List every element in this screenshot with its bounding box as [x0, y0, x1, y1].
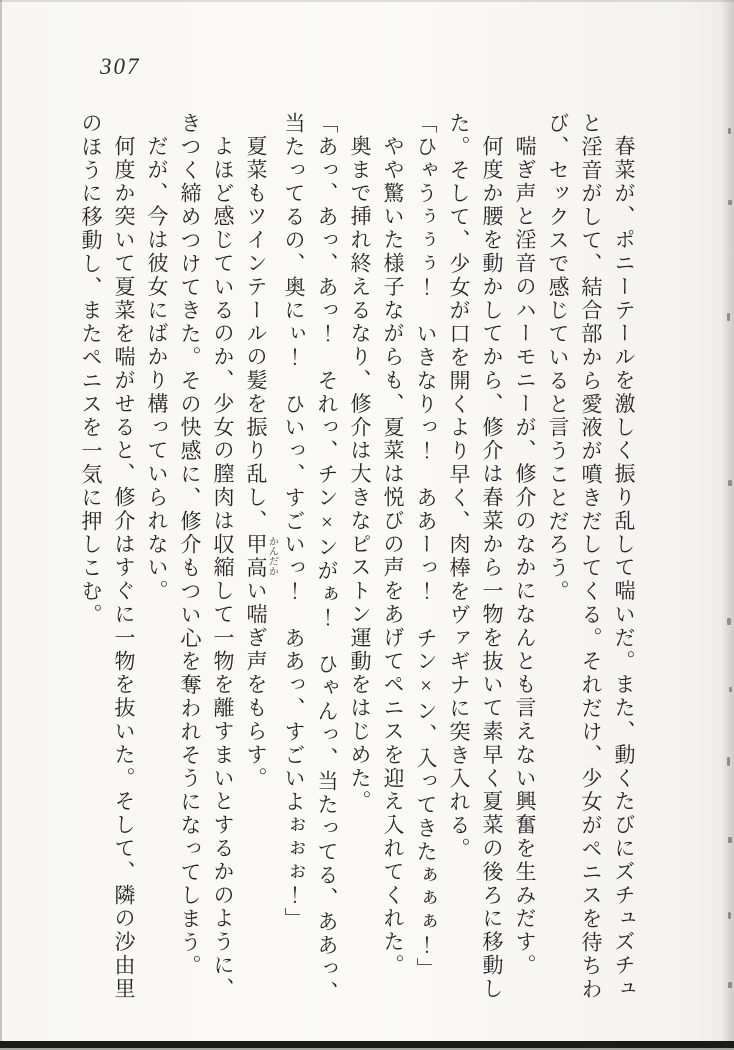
body-text: [79, 112, 640, 1007]
paragraph-6: 奥まで挿れ終えるなり、修介は大きなピストン運動をはじめた。: [348, 135, 372, 814]
scan-artifact: [729, 687, 732, 692]
scan-artifact: [728, 200, 732, 205]
scan-edge-top: [0, 0, 734, 2]
scan-artifact: [727, 618, 731, 625]
scan-edge-bottom-line: [0, 1041, 734, 1048]
paragraph-8: [239, 112, 277, 1007]
scan-artifact: [727, 757, 730, 766]
paragraph-10: だが、今は彼女にばかり構っていられない。: [145, 135, 169, 603]
paragraph-3: 何度か腰を動かしてから、修介は春菜から一物を抜いて素早く夏菜の後ろに移動した。そして、少女が口を開くより早く、肉棒をヴァギナに突き入れる。: [447, 112, 504, 1001]
scan-edge-right-band: [721, 0, 734, 1041]
furigana-reading: かんだか: [266, 532, 278, 580]
scan-artifact: [728, 480, 732, 486]
paragraph-5: やや驚いた様子ながらも、夏菜は悦びの声をあげてペニスを迎え入れてくれた。: [381, 135, 405, 978]
paragraph-9: よほど感じているのか、少女の膣肉は収縮して一物を離すまいとするかのように、きつく締めつけてきた。その快感に、修介もつい心を奪われそうになってしまう。: [178, 112, 235, 1001]
scan-edge-left: [0, 0, 2, 1050]
furigana-annotation: [244, 532, 278, 580]
furigana-base: 甲高: [244, 532, 268, 580]
page-number: 307: [100, 54, 141, 79]
paragraph-8-text-before: 夏菜もツインテールの髪を振り乱し、: [244, 135, 268, 533]
scan-artifact: [728, 837, 732, 843]
paragraph-7-dialogue: 「あっ、あっ、あっ！ それっ、チン×ンがぁ！ ひゃんっ、当たってる、ああっ、当たってるの、奥にぃ！ ひいっ、すごいっ！ ああっ、すごいよぉぉぉ！」: [282, 112, 339, 1005]
scan-artifact: [728, 912, 731, 919]
scan-artifact: [728, 128, 731, 134]
paragraph-4-dialogue: 「ひゃうぅぅぅ！ いきなりっ！ ああーっ！ チン×ン、入ってきたぁぁぁ！」: [414, 112, 438, 981]
paragraph-2: 喘ぎ声と淫音のハーモニーが、修介のなかになんとも言えない興奮を生みだす。: [513, 135, 537, 978]
paragraph-8-text-after: い喘ぎ声をもらす。: [244, 579, 268, 791]
scan-artifact: [728, 982, 732, 988]
paragraph-1: 春菜が、ポニーテールを激しく振り乱して喘いだ。また、動くたびにズチュズチュと淫音がして、結合部から愛液が噴きだしてくる。それだけ、少女がペニスを待ちわび、セックスで感じていると言うことだろう。: [546, 112, 636, 1002]
scan-artifact: [727, 313, 730, 321]
paragraph-11: 何度か突いて夏菜を喘がせると、修介はすぐに一物を抜いた。そして、隣の沙由里のほうに移動し、またペニスを一気に押しこむ。: [79, 112, 136, 1001]
